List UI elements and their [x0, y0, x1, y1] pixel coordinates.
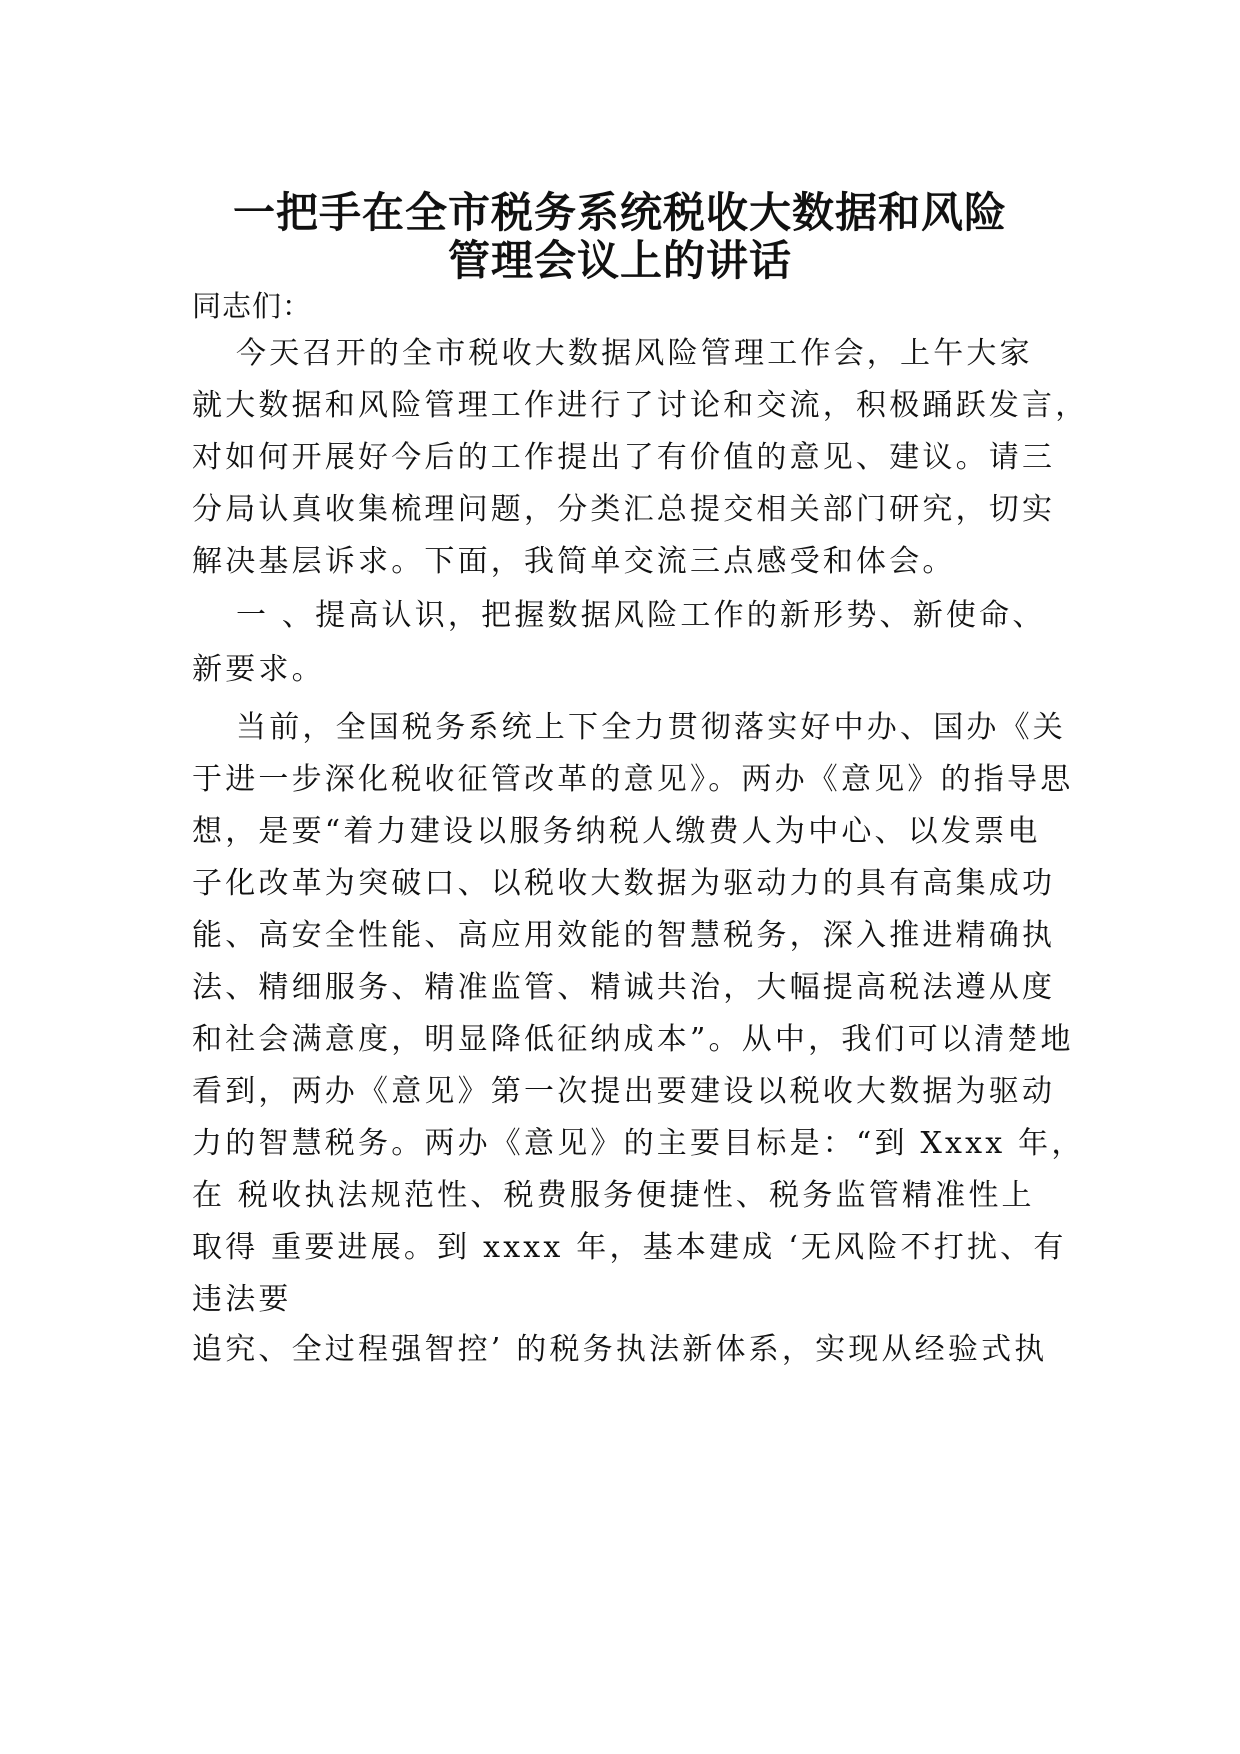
document-title-line-2: 管理会议上的讲话: [447, 236, 792, 285]
paragraph-line: 就大数据和风险管理工作进行了讨论和交流，积极踊跃发言，: [192, 388, 1089, 423]
paragraph-line: 对如何开展好今后的工作提出了有价值的意见、建议。请三: [192, 440, 1056, 475]
section-heading-line: 一 、提高认识，把握数据风险工作的新形势、新使命、: [236, 598, 1046, 633]
paragraph-line: 在 税收执法规范性、税费服务便捷性、税务监管精准性上: [192, 1178, 1035, 1213]
paragraph-line: 法、精细服务、精准监管、精诚共治，大幅提高税法遵从度: [192, 970, 1056, 1005]
paragraph-line: 能、高安全性能、高应用效能的智慧税务，深入推进精确执: [192, 918, 1056, 953]
section-heading-line: 新要求。: [192, 652, 325, 687]
paragraph-line: 于进一步深化税收征管改革的意见》。两办《意见》的指导思: [192, 762, 1074, 797]
paragraph-line: 追究、全过程强智控’ 的税务执法新体系，实现从经验式执: [192, 1332, 1048, 1367]
document-title-line-1: 一把手在全市税务系统税收大数据和风险: [232, 188, 1007, 237]
paragraph-line: 当前，全国税务系统上下全力贯彻落实好中办、国办《关: [236, 710, 1066, 745]
paragraph-line: 看到，两办《意见》第一次提出要建设以税收大数据为驱动: [192, 1074, 1056, 1109]
paragraph-line: 子化改革为突破口、以税收大数据为驱动力的具有高集成功: [192, 866, 1056, 901]
paragraph-line: 分局认真收集梳理问题，分类汇总提交相关部门研究，切实: [192, 492, 1056, 527]
salutation: 同志们：: [192, 289, 313, 323]
paragraph-line: 今天召开的全市税收大数据风险管理工作会，上午大家: [236, 336, 1033, 371]
paragraph-line: 解决基层诉求。下面，我简单交流三点感受和体会。: [192, 544, 956, 579]
paragraph-line: 力的智慧税务。两办《意见》的主要目标是：“到 Xxxx 年，: [192, 1126, 1085, 1161]
paragraph-line: 取得 重要进展。到 xxxx 年，基本建成 ‘无风险不打扰、有: [192, 1230, 1067, 1265]
paragraph-line: 想，是要“着力建设以服务纳税人缴费人为中心、以发票电: [192, 814, 1041, 849]
paragraph-line: 和社会满意度，明显降低征纳成本”。从中，我们可以清楚地: [192, 1022, 1074, 1057]
paragraph-line: 违法要: [192, 1282, 292, 1317]
